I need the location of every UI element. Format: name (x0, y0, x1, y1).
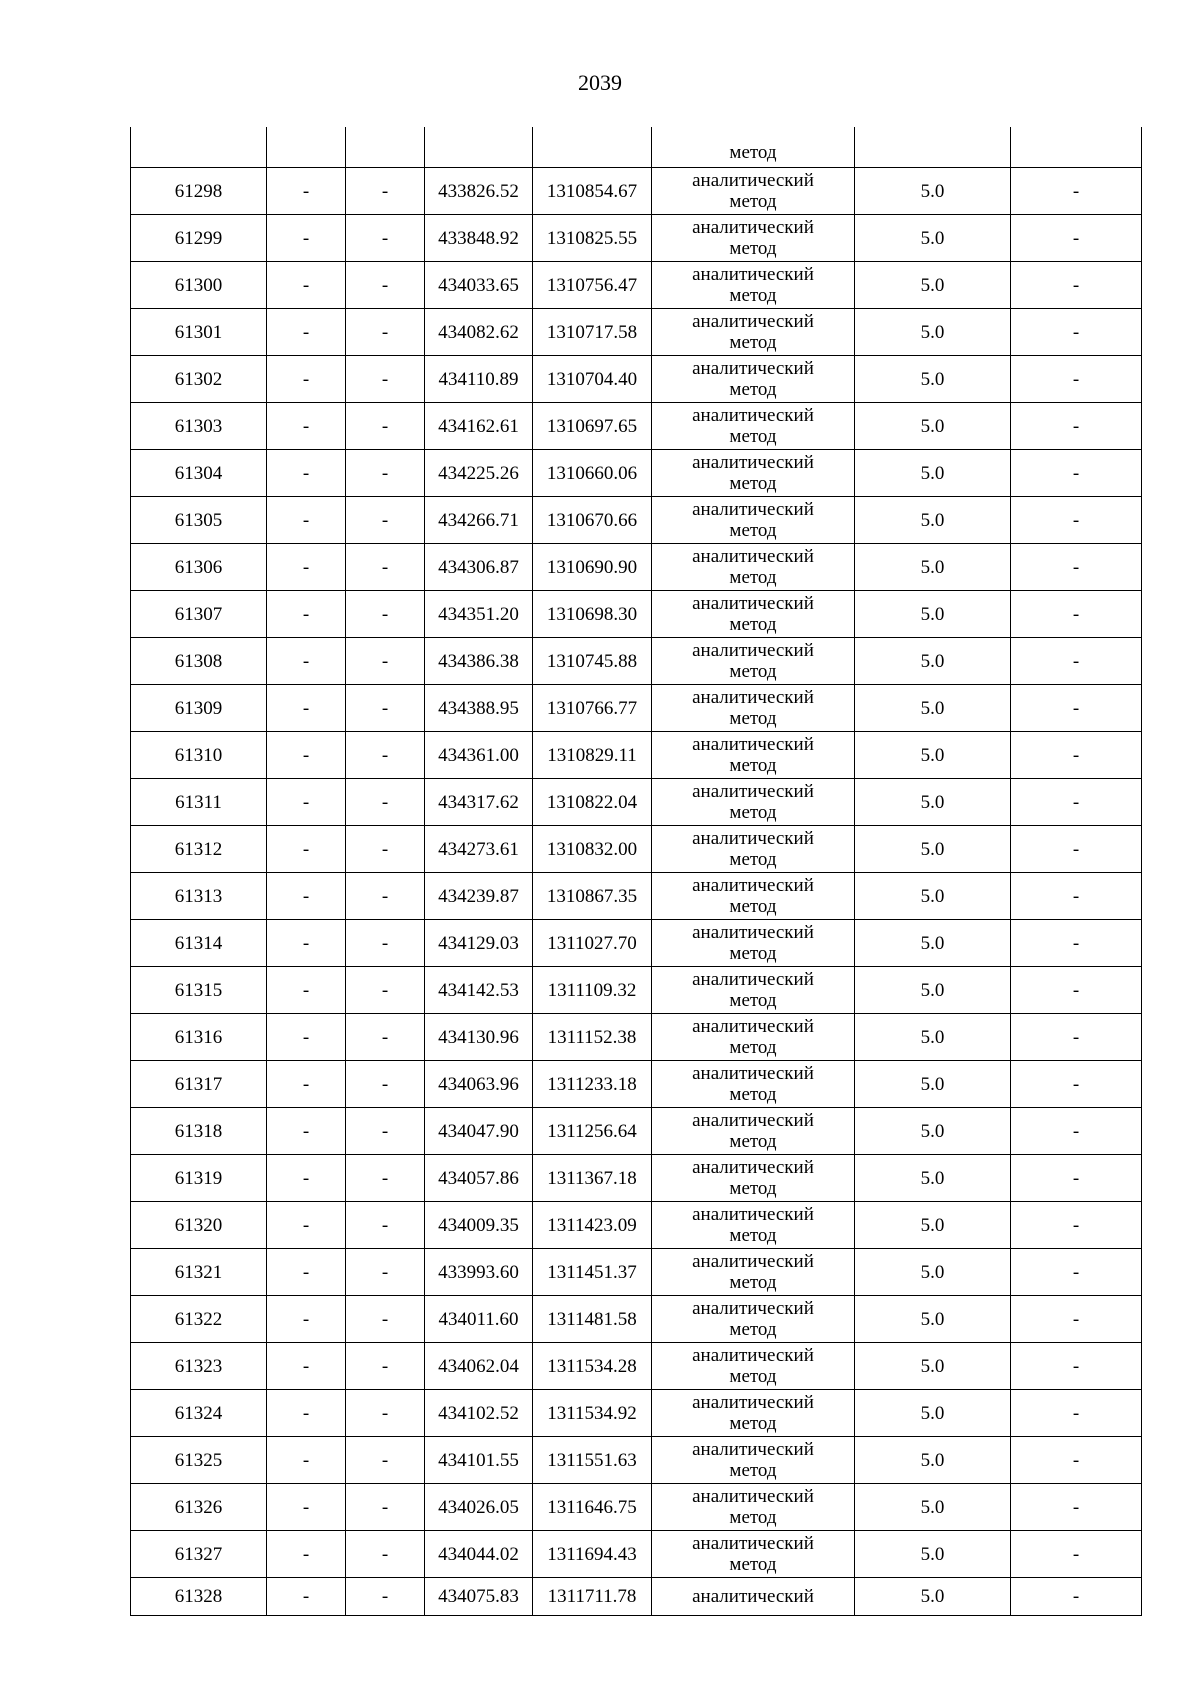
table-row (131, 1578, 1142, 1616)
cell-col3: - (346, 168, 425, 215)
cell-x: 434047.90 (425, 1108, 533, 1155)
cell-id: 61327 (131, 1531, 267, 1578)
cell-id: 61310 (131, 732, 267, 779)
cell-accuracy (855, 127, 1011, 168)
cell-col3: - (346, 591, 425, 638)
cell-accuracy: 5.0 (855, 1249, 1011, 1296)
table-row (131, 1437, 1142, 1484)
cell-accuracy: 5.0 (855, 262, 1011, 309)
cell-accuracy: 5.0 (855, 309, 1011, 356)
cell-id: 61312 (131, 826, 267, 873)
cell-y: 1311423.09 (533, 1202, 652, 1249)
cell-col2: - (267, 1296, 346, 1343)
cell-col3: - (346, 1108, 425, 1155)
cell-method: аналитический метод (652, 215, 855, 262)
cell-col3: - (346, 826, 425, 873)
cell-id: 61309 (131, 685, 267, 732)
table-row (131, 168, 1142, 215)
cell-col2: - (267, 1249, 346, 1296)
cell-y: 1310660.06 (533, 450, 652, 497)
cell-method: аналитический метод (652, 1390, 855, 1437)
cell-accuracy: 5.0 (855, 215, 1011, 262)
cell-y: 1311152.38 (533, 1014, 652, 1061)
table-row (131, 1343, 1142, 1390)
cell-id: 61321 (131, 1249, 267, 1296)
cell-x: 434102.52 (425, 1390, 533, 1437)
cell-method: аналитический метод (652, 1531, 855, 1578)
cell-x: 433826.52 (425, 168, 533, 215)
cell-method: аналитический метод (652, 450, 855, 497)
cell-col8: - (1011, 591, 1142, 638)
cell-y: 1310832.00 (533, 826, 652, 873)
cell-method: аналитический метод (652, 1014, 855, 1061)
cell-y: 1311451.37 (533, 1249, 652, 1296)
cell-y: 1310822.04 (533, 779, 652, 826)
cell-col2: - (267, 826, 346, 873)
cell-accuracy: 5.0 (855, 1108, 1011, 1155)
cell-col2: - (267, 638, 346, 685)
cell-col3: - (346, 309, 425, 356)
cell-col3: - (346, 920, 425, 967)
cell-col8: - (1011, 1343, 1142, 1390)
table-row (131, 1014, 1142, 1061)
cell-id: 61315 (131, 967, 267, 1014)
cell-y: 1310745.88 (533, 638, 652, 685)
cell-id: 61326 (131, 1484, 267, 1531)
cell-id: 61302 (131, 356, 267, 403)
cell-x: 434130.96 (425, 1014, 533, 1061)
table-row (131, 638, 1142, 685)
cell-method: метод (652, 127, 855, 168)
cell-col8: - (1011, 1578, 1142, 1616)
cell-y: 1311233.18 (533, 1061, 652, 1108)
cell-col2: - (267, 1390, 346, 1437)
cell-col2: - (267, 262, 346, 309)
table-row (131, 967, 1142, 1014)
cell-col3: - (346, 1202, 425, 1249)
cell-col2: - (267, 1108, 346, 1155)
table-row (131, 1061, 1142, 1108)
cell-method: аналитический метод (652, 168, 855, 215)
cell-id (131, 127, 267, 168)
cell-method: аналитический метод (652, 1249, 855, 1296)
table-row (131, 732, 1142, 779)
cell-y: 1311694.43 (533, 1531, 652, 1578)
cell-id: 61316 (131, 1014, 267, 1061)
cell-method: аналитический метод (652, 1296, 855, 1343)
cell-y: 1311256.64 (533, 1108, 652, 1155)
cell-col2: - (267, 591, 346, 638)
cell-y: 1310698.30 (533, 591, 652, 638)
cell-col2: - (267, 732, 346, 779)
cell-id: 61307 (131, 591, 267, 638)
cell-y: 1311027.70 (533, 920, 652, 967)
cell-method: аналитический метод (652, 1437, 855, 1484)
cell-col3: - (346, 356, 425, 403)
table-row (131, 1531, 1142, 1578)
cell-col8: - (1011, 1437, 1142, 1484)
cell-col2: - (267, 1578, 346, 1616)
table-row (131, 1296, 1142, 1343)
page-number: 2039 (578, 70, 622, 95)
cell-method: аналитический метод (652, 1108, 855, 1155)
cell-method: аналитический метод (652, 1061, 855, 1108)
cell-col2: - (267, 685, 346, 732)
cell-col8: - (1011, 826, 1142, 873)
cell-method: аналитический метод (652, 1484, 855, 1531)
cell-id: 61323 (131, 1343, 267, 1390)
cell-accuracy: 5.0 (855, 1296, 1011, 1343)
cell-x: 434033.65 (425, 262, 533, 309)
table-row (131, 497, 1142, 544)
cell-col8: - (1011, 732, 1142, 779)
cell-accuracy: 5.0 (855, 1437, 1011, 1484)
table-row (131, 1249, 1142, 1296)
cell-x: 434063.96 (425, 1061, 533, 1108)
cell-col3: - (346, 1343, 425, 1390)
cell-y: 1311711.78 (533, 1578, 652, 1616)
cell-col3: - (346, 403, 425, 450)
cell-accuracy: 5.0 (855, 544, 1011, 591)
cell-id: 61322 (131, 1296, 267, 1343)
cell-y: 1311367.18 (533, 1155, 652, 1202)
cell-accuracy: 5.0 (855, 591, 1011, 638)
cell-col8: - (1011, 1296, 1142, 1343)
cell-method: аналитический метод (652, 826, 855, 873)
table-row (131, 1108, 1142, 1155)
cell-col3: - (346, 450, 425, 497)
cell-id: 61300 (131, 262, 267, 309)
cell-y: 1311481.58 (533, 1296, 652, 1343)
table-row (131, 262, 1142, 309)
cell-col2: - (267, 215, 346, 262)
cell-x: 433848.92 (425, 215, 533, 262)
cell-accuracy: 5.0 (855, 920, 1011, 967)
table-body (131, 127, 1142, 1616)
cell-method: аналитический метод (652, 1202, 855, 1249)
cell-col2: - (267, 1484, 346, 1531)
cell-id: 61324 (131, 1390, 267, 1437)
cell-col3: - (346, 1061, 425, 1108)
cell-col8: - (1011, 1155, 1142, 1202)
cell-col8: - (1011, 1202, 1142, 1249)
cell-x: 434225.26 (425, 450, 533, 497)
table-row (131, 685, 1142, 732)
cell-method: аналитический метод (652, 685, 855, 732)
cell-col2: - (267, 1061, 346, 1108)
cell-method: аналитический метод (652, 309, 855, 356)
cell-method: аналитический метод (652, 732, 855, 779)
cell-id: 61325 (131, 1437, 267, 1484)
cell-id: 61313 (131, 873, 267, 920)
cell-id: 61303 (131, 403, 267, 450)
cell-col2: - (267, 403, 346, 450)
cell-x: 434110.89 (425, 356, 533, 403)
cell-method: аналитический метод (652, 638, 855, 685)
cell-x: 434062.04 (425, 1343, 533, 1390)
cell-y: 1310766.77 (533, 685, 652, 732)
cell-y: 1310670.66 (533, 497, 652, 544)
cell-y: 1310704.40 (533, 356, 652, 403)
cell-col3: - (346, 638, 425, 685)
table-row (131, 779, 1142, 826)
cell-accuracy: 5.0 (855, 403, 1011, 450)
cell-col8: - (1011, 1061, 1142, 1108)
cell-col8: - (1011, 168, 1142, 215)
cell-method: аналитический метод (652, 967, 855, 1014)
cell-x: 434075.83 (425, 1578, 533, 1616)
cell-col3: - (346, 1390, 425, 1437)
cell-accuracy: 5.0 (855, 1484, 1011, 1531)
cell-id: 61314 (131, 920, 267, 967)
cell-col3: - (346, 215, 425, 262)
cell-x (425, 127, 533, 168)
cell-method: аналитический метод (652, 873, 855, 920)
cell-y: 1311109.32 (533, 967, 652, 1014)
table-row (131, 1202, 1142, 1249)
cell-col2: - (267, 544, 346, 591)
cell-x: 434044.02 (425, 1531, 533, 1578)
cell-accuracy: 5.0 (855, 967, 1011, 1014)
cell-col8: - (1011, 450, 1142, 497)
cell-col3: - (346, 685, 425, 732)
cell-accuracy: 5.0 (855, 1531, 1011, 1578)
cell-accuracy: 5.0 (855, 685, 1011, 732)
cell-x: 434009.35 (425, 1202, 533, 1249)
table-row (131, 873, 1142, 920)
cell-y: 1311551.63 (533, 1437, 652, 1484)
cell-y: 1310825.55 (533, 215, 652, 262)
cell-x: 434082.62 (425, 309, 533, 356)
cell-col8: - (1011, 1390, 1142, 1437)
cell-method: аналитический метод (652, 497, 855, 544)
cell-id: 61319 (131, 1155, 267, 1202)
cell-method: аналитический метод (652, 403, 855, 450)
cell-x: 434351.20 (425, 591, 533, 638)
cell-col3: - (346, 1249, 425, 1296)
cell-accuracy: 5.0 (855, 356, 1011, 403)
cell-id: 61299 (131, 215, 267, 262)
cell-x: 434129.03 (425, 920, 533, 967)
cell-y: 1311534.28 (533, 1343, 652, 1390)
cell-method: аналитический метод (652, 591, 855, 638)
cell-col8: - (1011, 638, 1142, 685)
cell-accuracy: 5.0 (855, 638, 1011, 685)
cell-col8: - (1011, 779, 1142, 826)
cell-col8: - (1011, 356, 1142, 403)
cell-method: аналитический (652, 1578, 855, 1616)
cell-col8: - (1011, 215, 1142, 262)
table-row (131, 591, 1142, 638)
cell-id: 61308 (131, 638, 267, 685)
cell-accuracy: 5.0 (855, 873, 1011, 920)
cell-x: 434273.61 (425, 826, 533, 873)
cell-col3: - (346, 1484, 425, 1531)
cell-col3: - (346, 873, 425, 920)
cell-col3: - (346, 732, 425, 779)
cell-col2: - (267, 920, 346, 967)
table-row-continued (131, 127, 1142, 168)
cell-method: аналитический метод (652, 356, 855, 403)
cell-x: 434317.62 (425, 779, 533, 826)
cell-col8: - (1011, 1249, 1142, 1296)
coordinates-table (130, 127, 1142, 1616)
cell-id: 61328 (131, 1578, 267, 1616)
cell-col2: - (267, 873, 346, 920)
cell-x: 434101.55 (425, 1437, 533, 1484)
cell-accuracy: 5.0 (855, 1155, 1011, 1202)
cell-col3: - (346, 1014, 425, 1061)
table-row (131, 544, 1142, 591)
cell-col3: - (346, 262, 425, 309)
cell-col2: - (267, 967, 346, 1014)
cell-col8: - (1011, 1531, 1142, 1578)
cell-col3: - (346, 1578, 425, 1616)
cell-col2: - (267, 309, 346, 356)
cell-col2: - (267, 1343, 346, 1390)
cell-x: 434026.05 (425, 1484, 533, 1531)
cell-x: 434306.87 (425, 544, 533, 591)
cell-col3: - (346, 544, 425, 591)
cell-col8: - (1011, 1014, 1142, 1061)
cell-col3: - (346, 1437, 425, 1484)
cell-col8: - (1011, 309, 1142, 356)
cell-x: 434388.95 (425, 685, 533, 732)
cell-x: 434361.00 (425, 732, 533, 779)
cell-id: 61317 (131, 1061, 267, 1108)
cell-x: 434057.86 (425, 1155, 533, 1202)
cell-y: 1310829.11 (533, 732, 652, 779)
cell-accuracy: 5.0 (855, 450, 1011, 497)
cell-col8 (1011, 127, 1142, 168)
cell-accuracy: 5.0 (855, 1343, 1011, 1390)
cell-col2: - (267, 168, 346, 215)
cell-method: аналитический метод (652, 779, 855, 826)
cell-accuracy: 5.0 (855, 1014, 1011, 1061)
cell-col3: - (346, 1296, 425, 1343)
cell-y: 1310690.90 (533, 544, 652, 591)
cell-id: 61318 (131, 1108, 267, 1155)
table-row (131, 826, 1142, 873)
cell-accuracy: 5.0 (855, 1061, 1011, 1108)
table-row (131, 450, 1142, 497)
cell-accuracy: 5.0 (855, 1578, 1011, 1616)
cell-col3: - (346, 497, 425, 544)
cell-col8: - (1011, 920, 1142, 967)
cell-col3: - (346, 1155, 425, 1202)
cell-x: 434142.53 (425, 967, 533, 1014)
cell-method: аналитический метод (652, 1343, 855, 1390)
cell-accuracy: 5.0 (855, 732, 1011, 779)
cell-accuracy: 5.0 (855, 1202, 1011, 1249)
cell-y: 1310756.47 (533, 262, 652, 309)
cell-col3 (346, 127, 425, 168)
cell-id: 61301 (131, 309, 267, 356)
cell-id: 61306 (131, 544, 267, 591)
cell-col2: - (267, 779, 346, 826)
cell-accuracy: 5.0 (855, 779, 1011, 826)
cell-accuracy: 5.0 (855, 826, 1011, 873)
cell-y: 1311534.92 (533, 1390, 652, 1437)
table-row (131, 403, 1142, 450)
cell-col2: - (267, 1437, 346, 1484)
cell-id: 61305 (131, 497, 267, 544)
table-row (131, 920, 1142, 967)
cell-x: 434239.87 (425, 873, 533, 920)
cell-col8: - (1011, 1484, 1142, 1531)
cell-col8: - (1011, 1108, 1142, 1155)
cell-col3: - (346, 1531, 425, 1578)
cell-method: аналитический метод (652, 920, 855, 967)
cell-col2: - (267, 497, 346, 544)
table-row (131, 215, 1142, 262)
cell-col2: - (267, 1202, 346, 1249)
cell-y (533, 127, 652, 168)
cell-col2: - (267, 356, 346, 403)
table-row (131, 356, 1142, 403)
table-row (131, 1155, 1142, 1202)
cell-col3: - (346, 967, 425, 1014)
cell-method: аналитический метод (652, 1155, 855, 1202)
cell-col8: - (1011, 873, 1142, 920)
cell-x: 434386.38 (425, 638, 533, 685)
cell-col2: - (267, 450, 346, 497)
cell-y: 1310854.67 (533, 168, 652, 215)
cell-method: аналитический метод (652, 544, 855, 591)
cell-y: 1310867.35 (533, 873, 652, 920)
cell-col8: - (1011, 967, 1142, 1014)
table-row (131, 309, 1142, 356)
table-row (131, 1390, 1142, 1437)
cell-col8: - (1011, 685, 1142, 732)
cell-y: 1311646.75 (533, 1484, 652, 1531)
cell-id: 61298 (131, 168, 267, 215)
cell-x: 434011.60 (425, 1296, 533, 1343)
table-row (131, 1484, 1142, 1531)
cell-id: 61311 (131, 779, 267, 826)
cell-col2: - (267, 1531, 346, 1578)
cell-accuracy: 5.0 (855, 497, 1011, 544)
cell-col8: - (1011, 403, 1142, 450)
cell-id: 61304 (131, 450, 267, 497)
cell-method: аналитический метод (652, 262, 855, 309)
cell-col2: - (267, 1014, 346, 1061)
cell-col2 (267, 127, 346, 168)
cell-col8: - (1011, 497, 1142, 544)
cell-y: 1310697.65 (533, 403, 652, 450)
cell-col8: - (1011, 262, 1142, 309)
cell-id: 61320 (131, 1202, 267, 1249)
cell-y: 1310717.58 (533, 309, 652, 356)
cell-col3: - (346, 779, 425, 826)
cell-col8: - (1011, 544, 1142, 591)
cell-x: 433993.60 (425, 1249, 533, 1296)
cell-x: 434266.71 (425, 497, 533, 544)
cell-accuracy: 5.0 (855, 168, 1011, 215)
cell-x: 434162.61 (425, 403, 533, 450)
cell-col2: - (267, 1155, 346, 1202)
cell-accuracy: 5.0 (855, 1390, 1011, 1437)
